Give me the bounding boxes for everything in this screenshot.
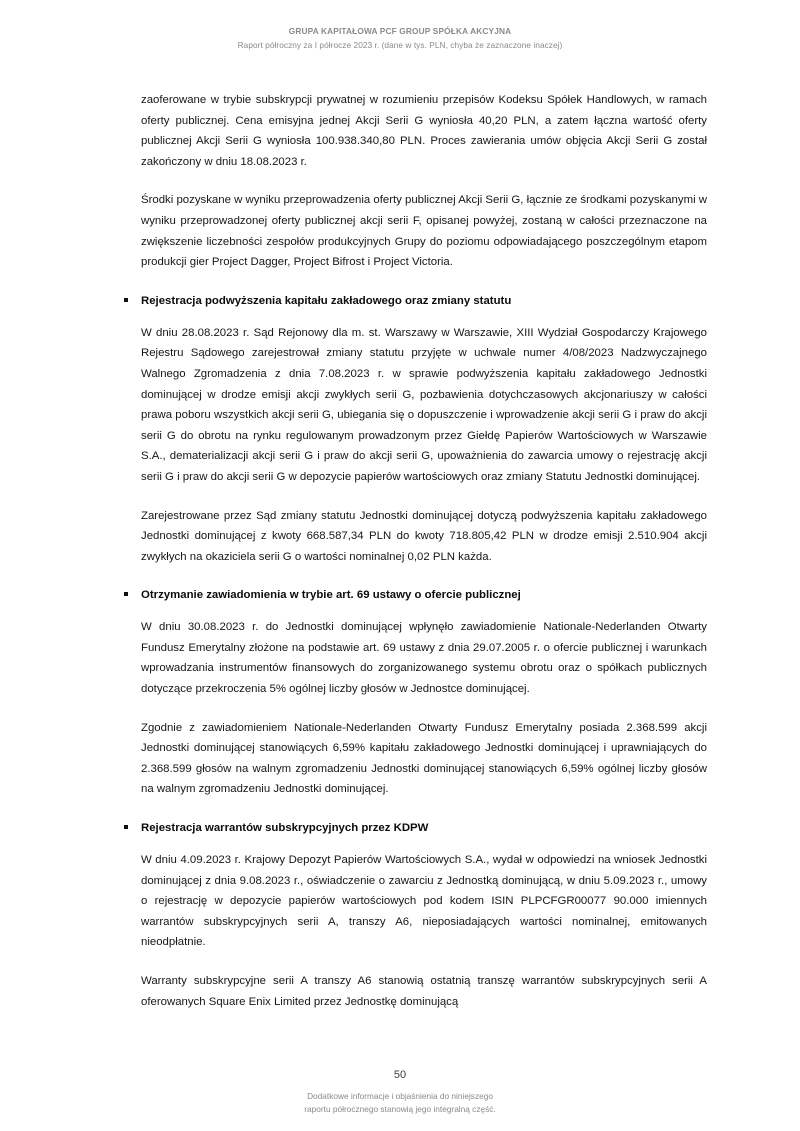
header-company-name: GRUPA KAPITAŁOWA PCF GROUP SPÓŁKA AKCYJNA — [288, 26, 512, 36]
bullet-heading-kdpw-warrants — [120, 818, 707, 838]
paragraph-nn-shareholding: Zgodnie z zawiadomieniem Nationale-Nederlanden Otwarty Fundusz Emerytalny posiada 2.368.599 akcji Jednostki dominującej stanowiących 6,59% kapitału zakładowego Jednostki dominującej i uprawniających do 2.368.599 głosów na walnym zgromadzeniu Jednostki dominującej stanowiących 6,59% ogólnej liczby głosów na walnym zgromadzeniu Jednostki dominującej. — [141, 721, 707, 796]
bullet-square-icon — [124, 592, 128, 596]
header-report-subtitle: Raport półroczny za I półrocze 2023 r. (dane w tys. PLN, chyba że zaznaczone inaczej) — [237, 40, 563, 50]
page-number: 50 — [393, 1069, 407, 1081]
bullet-heading-art69-notification — [120, 585, 707, 605]
paragraph-court-registration: W dniu 28.08.2023 r. Sąd Rejonowy dla m. st. Warszawy w Warszawie, XIII Wydział Gospodarczy Krajowego Rejestru Sądowego zarejestrował zmiany statutu przyjęte w uchwale numer 4/08/2023 Nadzwyczajnego Walnego Zgromadzenia z dnia 7.08.2023 r. w sprawie podwyższenia kapitału zakładowego Jednostki dominującej w drodze emisji akcji zwykłych serii G, pozbawienia dotychczasowych akcjonariuszy w całości prawa poboru wszystkich akcji serii G, ubiegania się o dopuszczenie i wprowadzenie akcji serii G i praw do akcji serii G do obrotu na rynku regulowanym prowadzonym przez Giełdę Papierów Wartościowych w Warszawie S.A., dematerializacji akcji serii G i praw do akcji serii G, upoważnienia do zawarcia umowy o rejestrację akcji serii G i praw do akcji serii G w depozycie papierów wartościowych oraz zmiany Statutu Jednostki dominującej. — [141, 326, 707, 483]
document-body — [141, 90, 707, 1012]
bullet-square-icon — [124, 298, 128, 302]
bullet-square-icon — [124, 825, 128, 829]
paragraph-capital-amounts: Zarejestrowane przez Sąd zmiany statutu Jednostki dominującej dotyczą podwyższenia kapitału zakładowego Jednostki dominującej z kwoty 668.587,34 PLN do kwoty 718.805,42 PLN w drodze emisji 2.510.904 akcji zwykłych na okaziciela serii G o wartości nominalnej 0,02 PLN każda. — [141, 509, 707, 563]
document-header — [0, 24, 800, 52]
footer-note-line-2: raportu półrocznego stanowią jego integralną część. — [304, 1103, 496, 1114]
bullet-heading-label: Otrzymanie zawiadomienia w trybie art. 69 ustawy o ofercie publicznej — [141, 589, 521, 602]
paragraph-warrants-last-tranche: Warranty subskrypcyjne serii A transzy A6 stanowią ostatnią transzę warrantów subskrypcyjnych serii A oferowanych Square Enix Limited przez Jednostkę dominującą — [141, 975, 707, 1008]
document-footer — [0, 1066, 800, 1115]
footer-note-line-1: Dodatkowe informacje i objaśnienia do niniejszego — [307, 1091, 493, 1101]
bullet-heading-label: Rejestracja warrantów subskrypcyjnych przez KDPW — [141, 822, 429, 835]
paragraph-offer-price: zaoferowane w trybie subskrypcji prywatnej w rozumieniu przepisów Kodeksu Spółek Handlowych, w ramach oferty publicznej. Cena emisyjna jednej Akcji Serii G wyniosła 40,20 PLN, a zatem łączna wartość oferty publicznej Akcji Serii G wyniosła 100.938.340,80 PLN. Proces zawierania umów objęcia Akcji Serii G został zakończony w dniu 18.08.2023 r. — [141, 94, 707, 168]
bullet-heading-label: Rejestracja podwyższenia kapitału zakładowego oraz zmiany statutu — [141, 294, 512, 307]
paragraph-nn-notification: W dniu 30.08.2023 r. do Jednostki dominującej wpłynęło zawiadomienie Nationale-Nederlanden Otwarty Fundusz Emerytalny złożone na podstawie art. 69 ustawy z dnia 29.07.2005 r. o ofercie publicznej i warunkach wprowadzania instrumentów finansowych do zorganizowanego systemu obrotu oraz o spółkach publicznych dotyczące przekroczenia 5% ogólnej liczby głosów w Jednostce dominującej. — [141, 621, 707, 696]
paragraph-proceeds-use: Środki pozyskane w wyniku przeprowadzenia oferty publicznej Akcji Serii G, łącznie ze środkami pozyskanymi w wyniku przeprowadzonej oferty publicznej akcji serii F, opisanej powyżej, zostaną w całości przeznaczone na zwiększenie liczebności zespołów produkcyjnych Grupy do poziomu odpowiadającego poszczególnym etapom produkcji gier Project Dagger, Project Bifrost i Project Victoria. — [141, 194, 707, 269]
paragraph-kdpw-registration: W dniu 4.09.2023 r. Krajowy Depozyt Papierów Wartościowych S.A., wydał w odpowiedzi na wniosek Jednostki dominującej z dnia 9.08.2023 r., oświadczenie o zawarciu z Jednostką dominującą, w dniu 5.09.2023 r., umowy o rejestrację w depozycie papierów wartościowych pod kodem ISIN PLPCFGR00077 90.000 imiennych warrantów subskrypcyjnych serii A, transzy A6, nieposiadających wartości nominalnej, emitowanych nieodpłatnie. — [141, 854, 707, 949]
bullet-heading-capital-registration — [120, 291, 707, 311]
